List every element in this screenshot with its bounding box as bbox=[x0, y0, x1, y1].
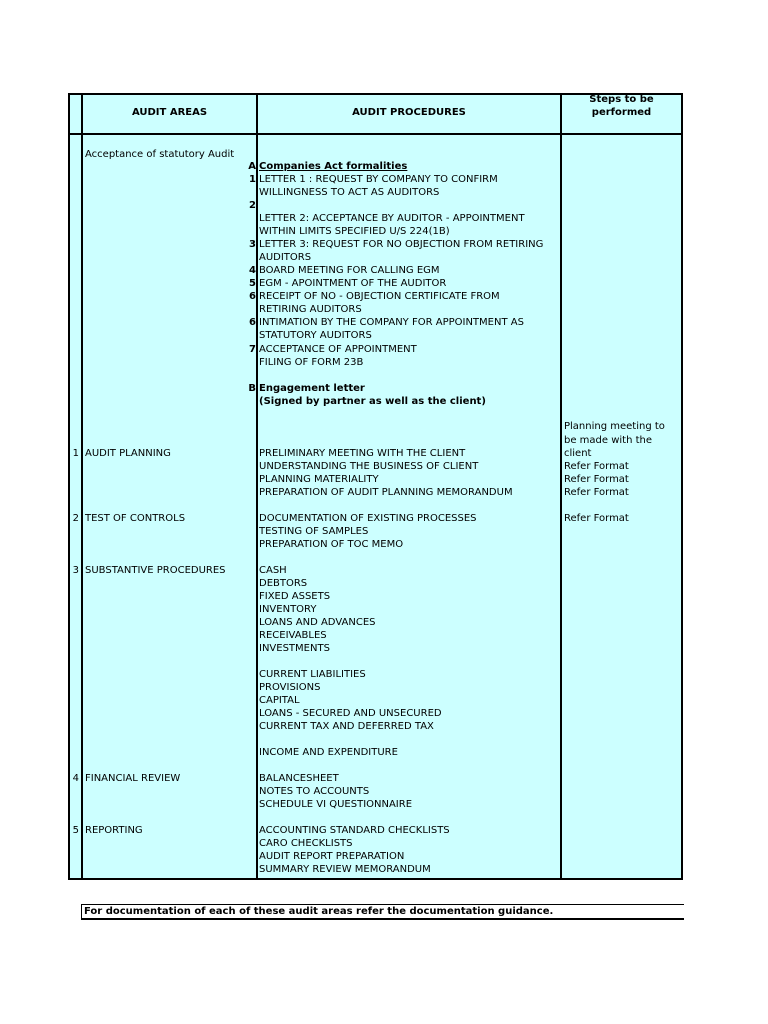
table-left-border bbox=[68, 93, 70, 880]
procedure-line: PREPARATION OF TOC MEMO bbox=[259, 539, 404, 550]
procedure-line: PROVISIONS bbox=[259, 682, 321, 693]
planning-step-note: client bbox=[564, 448, 592, 459]
procedure-line: CASH bbox=[259, 565, 287, 576]
step-refer-format: Refer Format bbox=[564, 461, 629, 472]
header-steps-line2: performed bbox=[591, 107, 652, 118]
acceptance-item-line: INTIMATION BY THE COMPANY FOR APPOINTMENT AS bbox=[259, 317, 524, 328]
procedure-line: CURRENT LIABILITIES bbox=[259, 669, 366, 680]
area-number: 3 bbox=[72, 565, 79, 576]
acceptance-item-line: EGM - APOINTMENT OF THE AUDITOR bbox=[259, 278, 447, 289]
acceptance-item-line: ACCEPTANCE OF APPOINTMENT bbox=[259, 344, 417, 355]
footer-note: For documentation of each of these audit areas refer the documentation guidance. bbox=[84, 906, 554, 917]
header-steps-line1: Steps to be bbox=[589, 94, 654, 105]
area-number: 2 bbox=[72, 513, 79, 524]
acceptance-item-line: WILLINGNESS TO ACT AS AUDITORS bbox=[259, 187, 440, 198]
procedure-line: DOCUMENTATION OF EXISTING PROCESSES bbox=[259, 513, 477, 524]
procedure-line: NOTES TO ACCOUNTS bbox=[259, 786, 370, 797]
procedure-line: DEBTORS bbox=[259, 578, 308, 589]
procedure-line: INVENTORY bbox=[259, 604, 317, 615]
procedure-line: ACCOUNTING STANDARD CHECKLISTS bbox=[259, 825, 450, 836]
area-label: SUBSTANTIVE PROCEDURES bbox=[85, 565, 226, 576]
header-audit-procedures: AUDIT PROCEDURES bbox=[352, 107, 466, 118]
procedure-line: LOANS - SECURED AND UNSECURED bbox=[259, 708, 442, 719]
procedure-line: RECEIVABLES bbox=[259, 630, 327, 641]
acceptance-item-line: WITHIN LIMITS SPECIFIED U/S 224(1B) bbox=[259, 226, 450, 237]
procedure-line: PLANNING MATERIALITY bbox=[259, 474, 379, 485]
section-b-letter: B bbox=[248, 383, 256, 394]
section-a-letter: A bbox=[248, 161, 256, 172]
procedure-line: FIXED ASSETS bbox=[259, 591, 331, 602]
acceptance-item-num: 6 bbox=[249, 291, 256, 302]
planning-step-note: Planning meeting to bbox=[564, 421, 665, 432]
acceptance-item-line: LETTER 3: REQUEST FOR NO OBJECTION FROM RETIRING bbox=[259, 239, 544, 250]
acceptance-item-line: LETTER 2: ACCEPTANCE BY AUDITOR - APPOINTMENT bbox=[259, 213, 525, 224]
procedure-line: AUDIT REPORT PREPARATION bbox=[259, 851, 405, 862]
acceptance-item-num: 2 bbox=[249, 200, 256, 211]
acceptance-item-num: 7 bbox=[249, 344, 256, 355]
acceptance-item-num: 6 bbox=[249, 317, 256, 328]
acceptance-item-line: BOARD MEETING FOR CALLING EGM bbox=[259, 265, 440, 276]
area-number: 5 bbox=[72, 825, 79, 836]
header-bottom-border bbox=[68, 133, 683, 135]
acceptance-item-line: LETTER 1 : REQUEST BY COMPANY TO CONFIRM bbox=[259, 174, 498, 185]
procedure-line: PRELIMINARY MEETING WITH THE CLIENT bbox=[259, 448, 466, 459]
col-divider-num bbox=[81, 93, 83, 880]
acceptance-item-num: 1 bbox=[249, 174, 256, 185]
acceptance-item-line: FILING OF FORM 23B bbox=[259, 357, 364, 368]
procedure-line: BALANCESHEET bbox=[259, 773, 339, 784]
procedure-line: CURRENT TAX AND DEFERRED TAX bbox=[259, 721, 434, 732]
procedure-line: INCOME AND EXPENDITURE bbox=[259, 747, 398, 758]
acceptance-item-line: STATUTORY AUDITORS bbox=[259, 330, 372, 341]
header-audit-areas: AUDIT AREAS bbox=[131, 107, 208, 118]
procedure-line: TESTING OF SAMPLES bbox=[259, 526, 369, 537]
table-bottom-border bbox=[68, 878, 683, 880]
section-a-title: Companies Act formalities bbox=[259, 161, 408, 172]
step-refer-format: Refer Format bbox=[564, 513, 629, 524]
acceptance-item-num: 5 bbox=[249, 278, 256, 289]
acceptance-item-line: RETIRING AUDITORS bbox=[259, 304, 362, 315]
procedure-line: CAPITAL bbox=[259, 695, 300, 706]
acceptance-item-line: RECEIPT OF NO - OBJECTION CERTIFICATE FROM bbox=[259, 291, 500, 302]
col-divider-procedures bbox=[560, 93, 562, 880]
col-divider-areas bbox=[256, 93, 258, 880]
acceptance-area-label: Acceptance of statutory Audit bbox=[85, 149, 235, 160]
section-b-subtitle: (Signed by partner as well as the client) bbox=[259, 396, 486, 407]
procedure-line: LOANS AND ADVANCES bbox=[259, 617, 376, 628]
area-label: AUDIT PLANNING bbox=[85, 448, 171, 459]
planning-step-note: be made with the bbox=[564, 435, 653, 446]
table-right-border bbox=[681, 93, 683, 880]
area-number: 1 bbox=[72, 448, 79, 459]
acceptance-item-line: AUDITORS bbox=[259, 252, 312, 263]
procedure-line: SCHEDULE VI QUESTIONNAIRE bbox=[259, 799, 413, 810]
procedure-line: PREPARATION OF AUDIT PLANNING MEMORANDUM bbox=[259, 487, 513, 498]
area-label: REPORTING bbox=[85, 825, 143, 836]
section-b-title: Engagement letter bbox=[259, 383, 365, 394]
procedure-line: INVESTMENTS bbox=[259, 643, 330, 654]
area-number: 4 bbox=[72, 773, 79, 784]
step-refer-format: Refer Format bbox=[564, 487, 629, 498]
procedure-line: UNDERSTANDING THE BUSINESS OF CLIENT bbox=[259, 461, 479, 472]
procedure-line: CARO CHECKLISTS bbox=[259, 838, 353, 849]
acceptance-item-num: 4 bbox=[249, 265, 256, 276]
area-label: FINANCIAL REVIEW bbox=[85, 773, 181, 784]
procedure-line: SUMMARY REVIEW MEMORANDUM bbox=[259, 864, 431, 875]
acceptance-item-num: 3 bbox=[249, 239, 256, 250]
area-label: TEST OF CONTROLS bbox=[85, 513, 186, 524]
step-refer-format: Refer Format bbox=[564, 474, 629, 485]
